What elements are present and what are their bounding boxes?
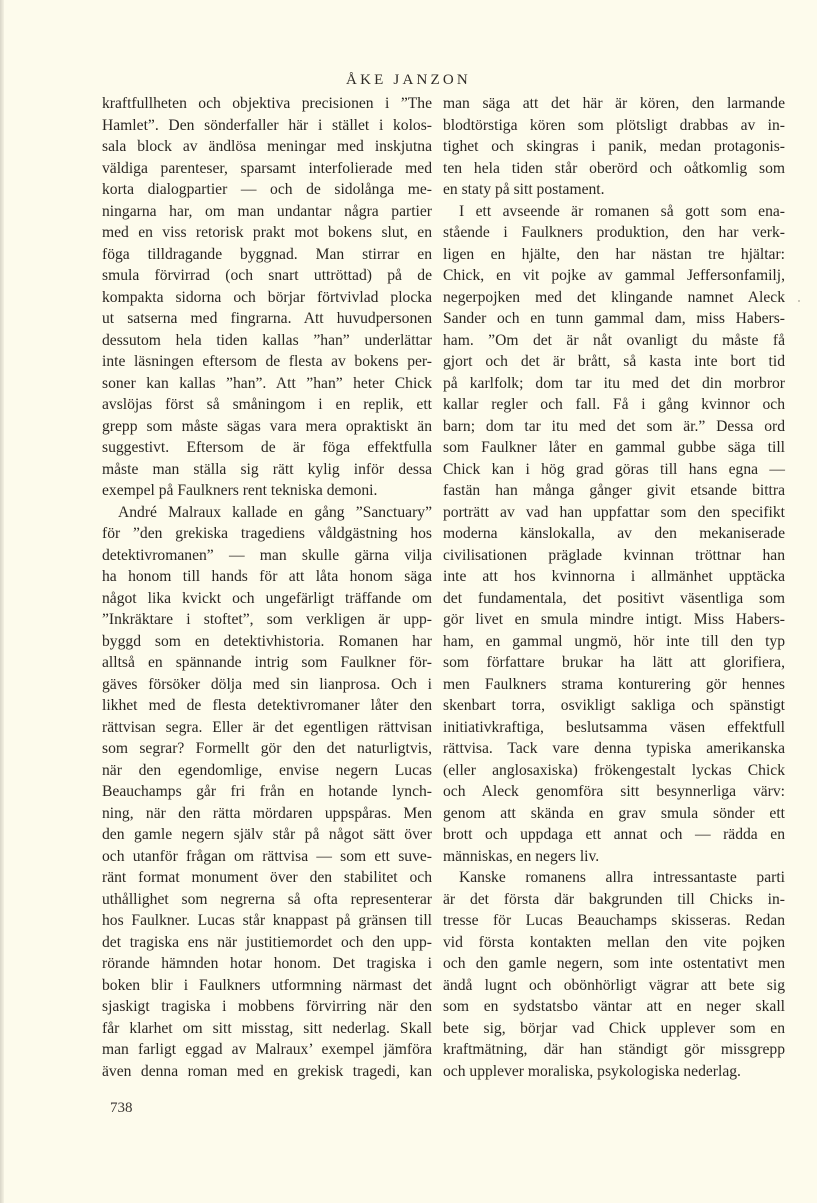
text-line: brott och uppdaga ett annat och — rädda en [443,826,785,843]
text-line: ”Inkräktare i stoftet”, som verkligen är upp- [102,611,432,628]
text-line: alltså en spännande intrig som Faulkner för- [102,654,432,671]
text-line: väldiga parenteser, sparsamt interfolierade med [102,159,432,177]
text-line: kraftmätning, där han ständigt gör missgrepp [443,1041,785,1058]
text-line: rättvisa. Tack vare denna typiska amerikanska [443,740,785,757]
text-line: ha honom till hands för att låta honom säga [102,568,432,585]
text-line: negerpojken med det klingande namnet Aleck [443,288,785,306]
text-line: men Faulkners strama konturering gör hennes [443,675,785,693]
text-line: sala block av ändlösa meningar med inskjutna [102,138,432,155]
text-line: det fundamentala, det positivt väsentliga som [443,589,785,607]
text-line: bete sig, börjar vad Chick upplever som en [443,1019,785,1037]
text-line: byggd som en detektivhistoria. Romanen har [102,632,432,650]
text-line: gör livet en smula mindre intigt. Miss Habers- [443,611,785,628]
text-line: ränt format monument över den stabilitet och [102,869,432,886]
text-line: kraftfullheten och objektiva precisionen i ”The [102,95,432,112]
text-line: för ”den grekiska tragediens våldgästning hos [102,525,432,542]
text-line: civilisationen präglade kvinnan tröttnar han [443,546,785,564]
text-line: inte att hos kvinnorna i allmänhet upptäcka [443,568,785,585]
page-edge-shadow [0,0,4,1203]
text-line: inte läsningen eftersom de flesta av bokens per- [102,353,432,370]
text-line: fastän han många gånger givit etsande bittra [443,482,785,499]
text-line: stående i Faulkners produktion, den har verk- [443,224,785,241]
text-line: smula förvirrad (och snart uttröttad) på de [102,267,432,284]
text-line: och upplever moraliska, psykologiska nederlag. [443,1062,741,1080]
text-line: exempel på Faulkners rent tekniska demoni. [102,482,378,499]
text-line: man farligt eggad av Malraux’ exempel jämföra [102,1041,432,1058]
text-line: gäves försöker dölja med sin lianprosa. Och i [102,675,432,693]
text-line: kompakta sidorna och börjar förtvivlad plocka [102,288,432,306]
text-line: med en viss retorisk prakt mot bokens slut, en [102,224,432,241]
text-line: och utanför frågan om rättvisa — som ett suve- [102,847,432,865]
text-line: korta dialogpartier — och de sidolånga me- [102,181,432,198]
paper-speck [798,300,800,302]
text-line: gjort och det är brått, så kasta inte bort tid [443,353,785,370]
text-line: hos Faulkner. Lucas står knappast på gränsen till [102,912,432,929]
text-line: ten hela tiden står oberörd och oåtkomlig som [443,159,785,177]
text-line: porträtt av vad han uppfattar som den specifikt [443,503,785,521]
text-line: detektivromanen” — man skulle gärna vilja [102,546,432,564]
text-line: rättvisan segra. Eller är det egentligen rättvisan [102,718,432,736]
text-line: som segrar? Formellt gör den det naturligtvis, [102,740,432,757]
text-line: ningarna har, om man undantar några partier [102,202,432,220]
text-line: är det första där bakgrunden till Chicks in- [443,890,785,908]
text-line: avslöjas först så småningom i en replik, ett [102,396,432,413]
text-line: Beauchamps går fri från en hotande lynch- [102,783,432,800]
text-line: när den egendomlige, envise negern Lucas [102,761,432,779]
text-line: något lika kvickt och ungefärligt träffande om [102,589,432,607]
text-line: Chick, en vit pojke av gammal Jeffersonfamilj, [443,267,785,284]
text-column-right [443,93,785,1082]
text-line: I ett avseende är romanen så gott som ena- [459,202,785,220]
text-line: Sander och en tunn gammal dam, miss Habers- [443,310,785,327]
text-line: moderna känslokalla, av den mekaniserade [443,525,785,542]
text-line: initiativkraftiga, beslutsamma väsen effektfull [443,718,785,736]
text-line: uthållighet som negrerna så ofta representerar [102,890,432,908]
text-line: rörande hämnden hotar honom. Det tragiska i [102,955,432,972]
text-line: Chick kan i hög grad göras till hans egna — [443,460,785,478]
text-line: sjaskigt tragiska i mobbens förvirring när den [102,998,432,1015]
text-line: blodtörstiga kören som plötsligt drabbas av in- [443,116,785,134]
text-line: och Aleck genomföra sitt besynnerliga värv: [443,783,785,800]
text-line: boken blir i Faulkners utformning närmast det [102,976,432,994]
text-line: Hamlet”. Den sönderfaller här i stället i kolos- [102,116,432,134]
text-line: grepp som måste sägas vara mera opraktiskt än [102,417,432,435]
page-number: 738 [110,1100,133,1116]
text-line: ham, en gammal ungmö, hör inte till den typ [443,632,785,650]
text-line: André Malraux kallade en gång ”Sanctuary” [118,503,432,521]
text-line: likhet med de flesta detektivromaner låter den [102,697,432,714]
text-line: ligen en hjälte, den har nästan tre hjältar: [443,245,785,263]
text-line: en staty på sitt postament. [443,181,605,198]
text-line: på karlfolk; dom tar itu med det din morbror [443,374,785,392]
text-line: ning, när den rätta mördaren uppspåras. Men [102,804,432,822]
text-line: genom att skända en grav smula sönder ett [443,804,785,822]
text-line: man säga att det här är kören, den larmande [443,95,785,112]
text-line: suggestivt. Eftersom de är föga effektfulla [102,439,432,456]
text-line: ham. ”Om det är nåt ovanligt du måste få [443,331,785,349]
text-line: som Faulkner låter en gammal gubbe säga till [443,439,785,456]
text-line: skenbart torra, osvikligt sakliga och spänstigt [443,697,785,714]
text-line: vid första kontakten mellan den vite pojken [443,933,785,951]
text-line: föga tilldragande byggnad. Man stirrar en [102,245,432,263]
text-line: tighet och skingras i panik, medan protagonis- [443,138,785,155]
text-line: barn; dom tar itu med det som är.” Dessa ord [443,417,785,435]
text-line: soner kan kallas ”han”. Att ”han” heter Chick [102,374,432,392]
text-line: och den gamle negern, som inte ostentativt men [443,955,785,972]
text-line: som en sydstatsbo väntar att en neger skall [443,998,785,1015]
text-line: (eller anglosaxiska) frökengestalt lyckas Chick [443,761,785,779]
text-line: människas, en negers liv. [443,847,600,865]
text-line: dessutom hela tiden kallas ”han” underlättar [102,331,432,349]
text-line: måste man ställa sig rätt kylig inför dessa [102,460,432,478]
text-line: den gamle negern själv står på något sätt över [102,826,432,843]
text-line: får klarhet om sitt misstag, sitt nederlag. Skall [102,1019,432,1037]
text-line: ändå lugnt och obönhörligt vägrar att bete sig [443,976,785,994]
text-line: kallar regler och fall. Få i gång kvinnor och [443,396,785,413]
text-line: som författare brukar ha lätt att glorifiera, [443,654,785,671]
text-line: tresse för Lucas Beauchamps skisseras. Redan [443,912,785,929]
text-column-left [102,93,432,1082]
text-line: Kanske romanens allra intressantaste parti [459,869,785,886]
running-head-author: ÅKE JANZON [346,72,471,88]
text-line: det tragiska ens när justitiemordet och den upp- [102,933,432,951]
text-line: ut satserna med fingrarna. Att huvudpersonen [102,310,432,327]
text-line: även denna roman med en grekisk tragedi, kan [102,1062,432,1080]
